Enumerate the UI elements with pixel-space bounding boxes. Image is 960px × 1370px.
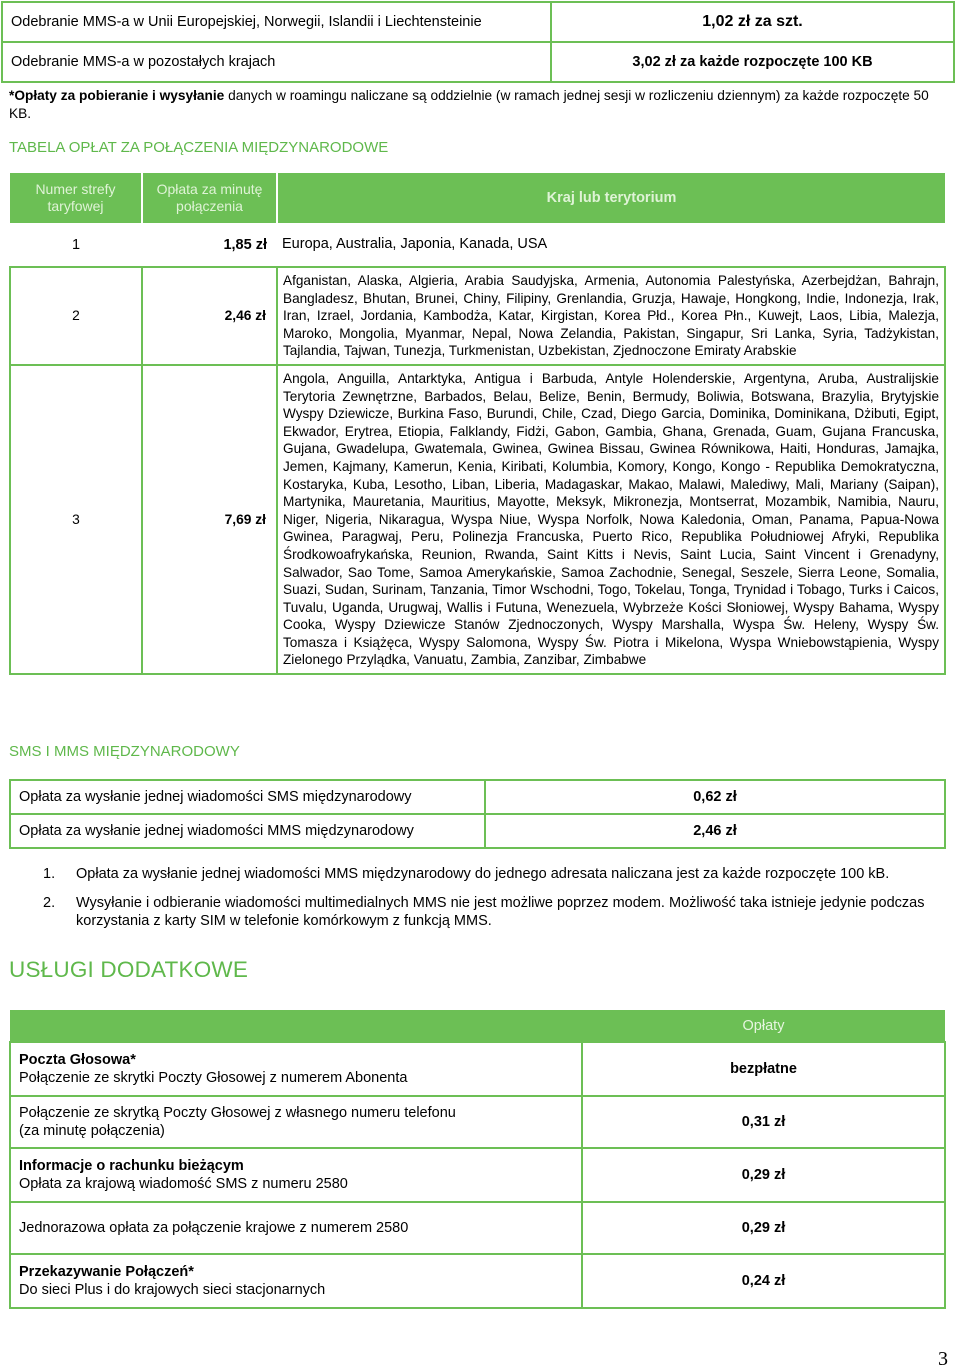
service-value: 0,24 zł [582,1254,945,1308]
service-cell [10,1148,582,1202]
table-row [10,1096,945,1148]
header-price: Opłata za minutę połączenia [142,173,277,223]
service-title: Przekazywanie Połączeń* [19,1264,194,1280]
service-desc: Połączenie ze skrytką Poczty Głosowej z własnego numeru telefonu [19,1105,456,1121]
header-empty [10,1010,582,1042]
mms-value: 2,46 zł [485,814,945,848]
zone-number: 2 [10,267,142,365]
footnote-number: 2. [43,895,56,911]
roaming-data-note [9,87,949,123]
roaming-mms-table [1,1,955,83]
service-desc: Połączenie ze skrytki Poczty Głosowej z numerem Abonenta [19,1070,408,1086]
service-desc-2: (za minutę połączenia) [19,1123,165,1139]
roaming-label: Odebranie MMS-a w Unii Europejskiej, Norwegii, Islandii i Liechtensteinie [2,2,551,42]
service-value: bezpłatne [582,1042,945,1096]
footnote-1 [43,865,943,885]
service-value: 0,31 zł [582,1096,945,1148]
sms-mms-table [9,779,946,849]
zone-countries: Afganistan, Alaska, Algieria, Arabia Saudyjska, Armenia, Autonomia Palestyńska, Azerbejdżan, Bahrajn, Bangladesz, Bhutan, Brunei, Chiny, Filipiny, Grenlandia, Gruzja, Hawaje, Hongkong, Indie, Indonezja, Irak, Iran, Izrael, Jordania, Kambodża, Katar, Kirgistan, Korea Płd., Korea Płn., Kuwejt, Laos, Libia, Malezja, Maroko, Mongolia, Myanmar, Nepal, Nowa Zelandia, Pakistan, Singapur, Sri Lanka, Syria, Tadżykistan, Tajlandia, Tajwan, Tunezja, Turkmenistan, Uzbekistan, Zjednoczone Emiraty Arabskie [277,267,945,365]
service-desc: Do sieci Plus i do krajowych sieci stacjonarnych [19,1282,326,1298]
service-title: Informacje o rachunku bieżącym [19,1158,244,1174]
mms-label: Opłata za wysłanie jednej wiadomości MMS międzynarodowy [10,814,485,848]
service-value: 0,29 zł [582,1202,945,1254]
services-table [9,1010,946,1309]
roaming-value: 1,02 zł za szt. [551,2,954,42]
zone-countries: Europa, Australia, Japonia, Kanada, USA [282,235,548,252]
zone-number: 1 [71,236,81,253]
header-country: Kraj lub terytorium [277,173,945,223]
zone-price: 2,46 zł [142,267,277,365]
table-row [10,1202,945,1254]
footnote-number: 1. [43,866,56,882]
service-cell [10,1254,582,1308]
service-desc: Jednorazowa opłata za połączenie krajowe z numerem 2580 [19,1220,409,1236]
table-row [10,814,945,848]
table-row [10,365,945,674]
roaming-note-bold: *Opłaty za pobieranie i wysyłanie [9,88,225,103]
international-calls-table [9,173,946,675]
page-number: 3 [938,1348,948,1370]
zone-price: 1,85 zł [223,236,267,253]
roaming-note-rest: danych w roamingu naliczane są oddzielnie (w ramach jednej sesji w rozliczeniu dziennym) za każde rozpoczęte 50 KB. [9,88,929,121]
service-cell [10,1096,582,1148]
footnote-2 [43,894,943,934]
table-row [10,780,945,814]
zone-price: 7,69 zł [142,365,277,674]
table-row [10,1254,945,1308]
roaming-label: Odebranie MMS-a w pozostałych krajach [2,42,551,82]
table-row [10,223,945,267]
sms-label: Opłata za wysłanie jednej wiadomości SMS międzynarodowy [10,780,485,814]
table-row [10,1042,945,1096]
header-fees: Opłaty [582,1010,945,1042]
zone-number: 3 [10,365,142,674]
footnote-text: Wysyłanie i odbieranie wiadomości multimedialnych MMS nie jest możliwe poprzez modem. Możliwość taka istnieje jedynie podczas korzystania z karty SIM w telefonie komórkowym z funkcją MMS. [76,895,925,929]
service-cell [10,1042,582,1096]
table-header-row [10,1010,945,1042]
international-table-title: TABELA OPŁAT ZA POŁĄCZENIA MIĘDZYNARODOWE [9,139,389,156]
zone-countries: Angola, Anguilla, Antarktyka, Antigua i Barbuda, Antyle Holenderskie, Argentyna, Aruba, Australijskie Terytoria Zewnętrzne, Barbados, Belau, Belize, Benin, Bermudy, Boliwia, Botswana, Brazylia, Brytyjskie Wyspy Dziewicze, Burkina Faso, Burundi, Chile, Czad, Diego Garcia, Dominika, Dominikana, Dżibuti, Egipt, Ekwador, Erytrea, Etiopia, Falklandy, Fidżi, Gabon, Gambia, Ghana, Grenada, Guam, Gujana Francuska, Gujana, Gwadelupa, Gwatemala, Gwinea, Gwinea Bissau, Gwinea Równikowa, Haiti, Honduras, Jamajka, Jemen, Kajmany, Kamerun, Kenia, Kiribati, Kolumbia, Komory, Kongo, Kongo - Republika Demokratyczna, Kostaryka, Kuba, Lesotho, Liban, Liberia, Madagaskar, Makao, Malawi, Malediwy, Mali, Mariany (Saipan), Martynika, Mauretania, Mauritius, Mayotte, Meksyk, Mikronezja, Montserrat, Mozambik, Namibia, Nauru, Niger, Nigeria, Nikaragua, Wyspa Niue, Wyspa Norfolk, Nowa Kaledonia, Oman, Panama, Papua-Nowa Gwinea, Paragwaj, Peru, Polinezja Francuska, Puerto Rico, Republika Południowej Afryki, Republika Środkowoafrykańska, Reunion, Rwanda, Saint Kitts i Nevis, Saint Lucia, Saint Vincent i Grenadyny, Salwador, Sao Tome, Samoa Amerykańskie, Samoa Zachodnie, Senegal, Seszele, Sierra Leone, Somalia, Suazi, Sudan, Surinam, Tanzania, Timor Wschodni, Togo, Tokelau, Tonga, Trynidad i Tobago, Turks i Caicos, Tuvalu, Uganda, Urugwaj, Wallis i Futuna, Wenezuela, Wybrzeże Kości Słoniowej, Wyspy Bahama, Wyspy Cooka, Wyspy Dziewicze Stanów Zjednoczonych, Wyspy Marshalla, Wyspa Św. Heleny, Wyspy Św. Tomasza i Książęca, Wyspy Salomona, Wyspy Św. Piotra i Mikelona, Wyspa Wniebowstąpienia, Wyspy Zielonego Przylądka, Vanuatu, Zambia, Zanzibar, Zimbabwe [277,365,945,674]
header-zone: Numer strefy taryfowej [10,173,142,223]
table-row [2,42,954,82]
service-cell [10,1202,582,1254]
footnote-text: Opłata za wysłanie jednej wiadomości MMS międzynarodowy do jednego adresata naliczana jest za każde rozpoczęte 100 kB. [76,866,890,882]
services-title: USŁUGI DODATKOWE [9,957,249,982]
table-row [10,1148,945,1202]
table-row [10,267,945,365]
roaming-value: 3,02 zł za każde rozpoczęte 100 KB [551,42,954,82]
sms-mms-title: SMS I MMS MIĘDZYNARODOWY [9,743,240,760]
table-header-row [10,173,945,223]
service-desc: Opłata za krajową wiadomość SMS z numeru 2580 [19,1176,348,1192]
service-value: 0,29 zł [582,1148,945,1202]
table-row [2,2,954,42]
service-title: Poczta Głosowa* [19,1052,136,1068]
sms-value: 0,62 zł [485,780,945,814]
